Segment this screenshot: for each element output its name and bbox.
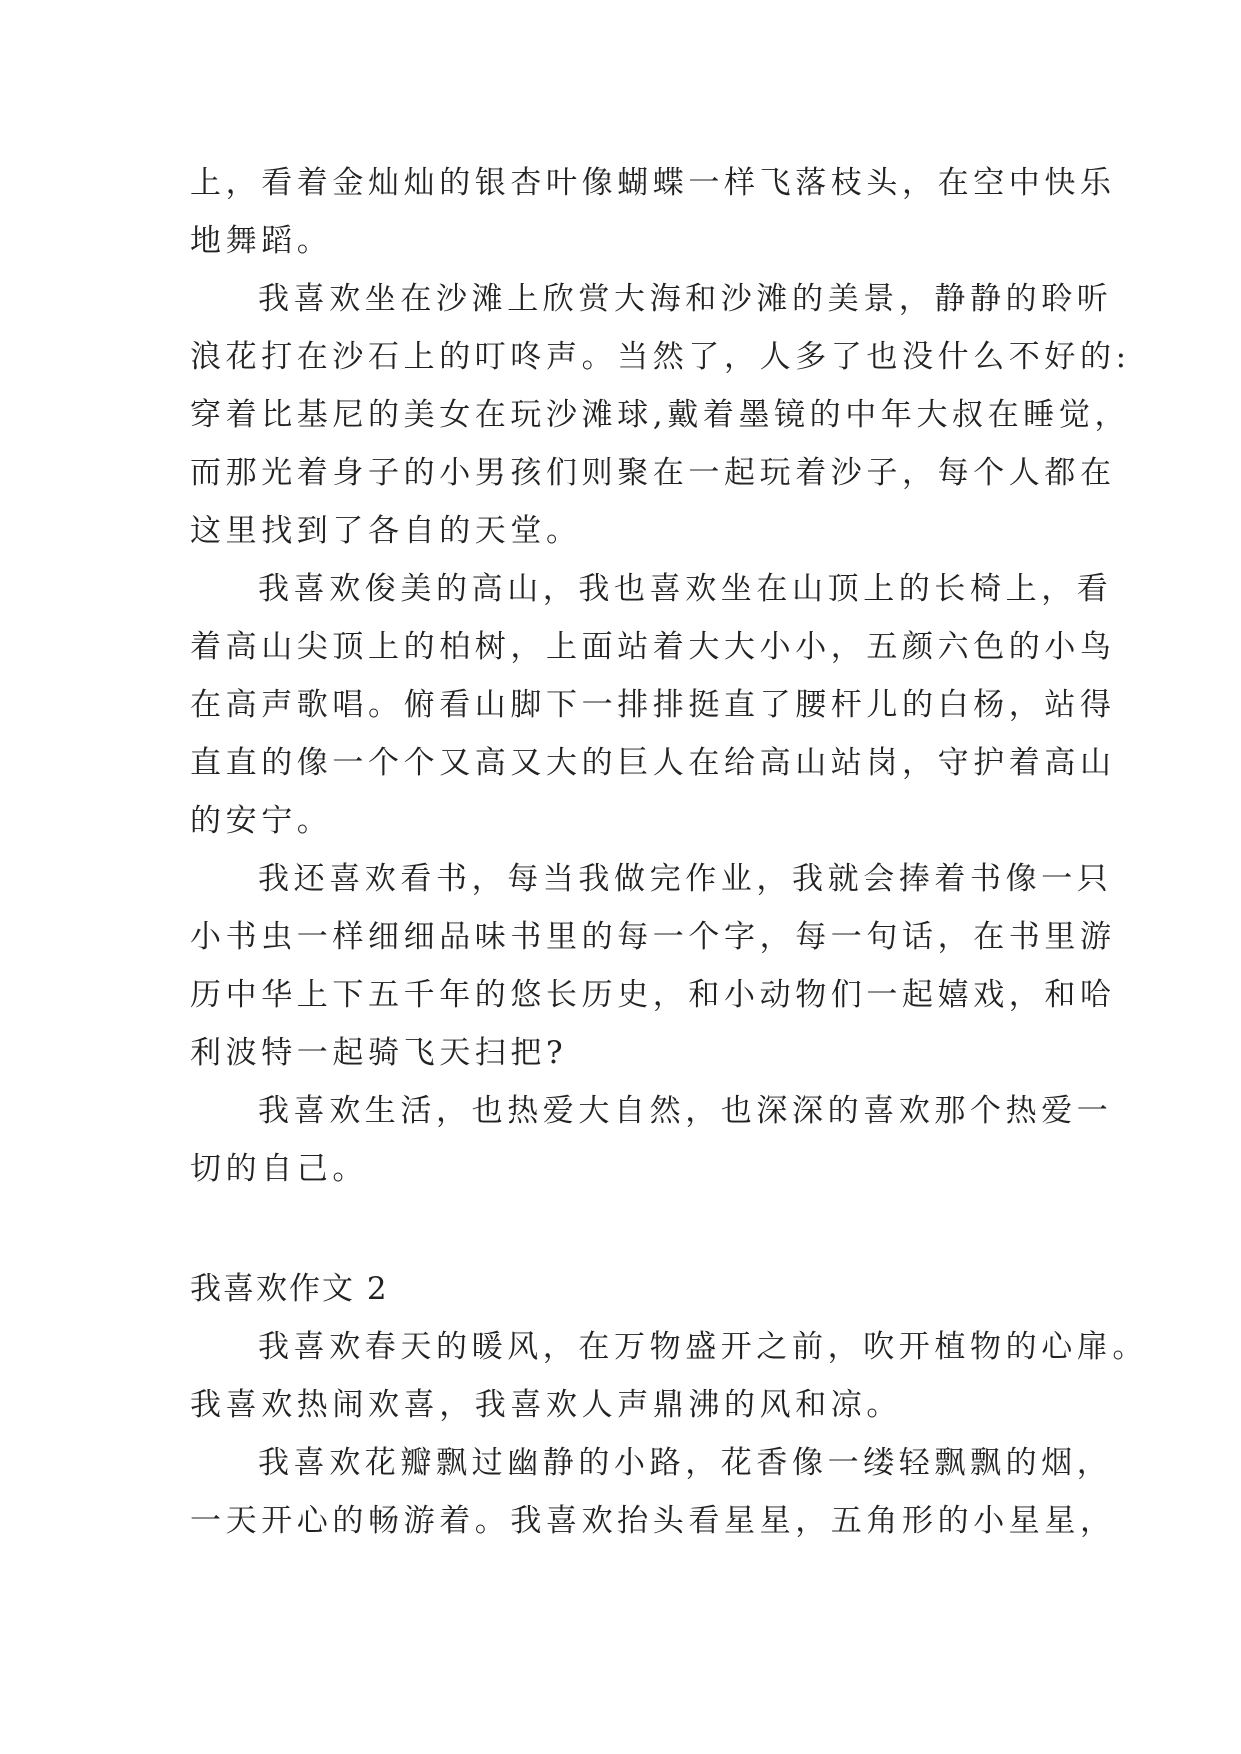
text-line: 切的自己。	[190, 1151, 368, 1187]
section-gap	[190, 1198, 1070, 1260]
text-line: 上，看着金灿灿的银杏叶像蝴蝶一样飞落枝头，在空中快乐	[190, 165, 1116, 201]
essay-body	[190, 154, 1148, 1550]
paragraph-start: 我喜欢花瓣飘过幽静的小路，花香像一缕轻飘飘的烟，	[258, 1445, 1113, 1481]
text-line: 而那光着身子的小男孩们则聚在一起玩着沙子，每个人都在	[190, 455, 1116, 491]
text-line: 着高山尖顶上的柏树，上面站着大大小小，五颜六色的小鸟	[190, 629, 1116, 665]
text-line: 这里找到了各自的天堂。	[190, 513, 582, 549]
section-heading: 我喜欢作文 2	[190, 1271, 389, 1307]
paragraph-start: 我喜欢俊美的高山，我也喜欢坐在山顶上的长椅上，看	[258, 571, 1113, 607]
text-line: 在高声歌唱。俯看山脚下一排排挺直了腰杆儿的白杨，站得	[190, 687, 1116, 723]
text-line: 穿着比基尼的美女在玩沙滩球,戴着墨镜的中年大叔在睡觉，	[190, 397, 1131, 433]
paragraph-start: 我还喜欢看书，每当我做完作业，我就会捧着书像一只	[258, 861, 1113, 897]
text-line: 的安宁。	[190, 803, 333, 839]
paragraph-start: 我喜欢坐在沙滩上欣赏大海和沙滩的美景，静静的聆听	[258, 281, 1113, 317]
text-line: 直直的像一个个又高又大的巨人在给高山站岗，守护着高山	[190, 745, 1116, 781]
paragraph-start: 我喜欢生活，也热爱大自然，也深深的喜欢那个热爱一	[258, 1093, 1113, 1129]
text-line: 我喜欢热闹欢喜，我喜欢人声鼎沸的风和凉。	[190, 1387, 902, 1423]
text-line: 地舞蹈。	[190, 223, 333, 259]
text-line: 小书虫一样细细品味书里的每一个字，每一句话，在书里游	[190, 919, 1116, 955]
paragraph-start: 我喜欢春天的暖风，在万物盛开之前，吹开植物的心扉。	[258, 1329, 1148, 1365]
text-line: 一天开心的畅游着。我喜欢抬头看星星，五角形的小星星，	[190, 1503, 1116, 1539]
text-line: 浪花打在沙石上的叮咚声。当然了，人多了也没什么不好的:	[190, 339, 1131, 375]
text-line: 利波特一起骑飞天扫把?	[190, 1035, 568, 1071]
text-line: 历中华上下五千年的悠长历史，和小动物们一起嬉戏，和哈	[190, 977, 1116, 1013]
